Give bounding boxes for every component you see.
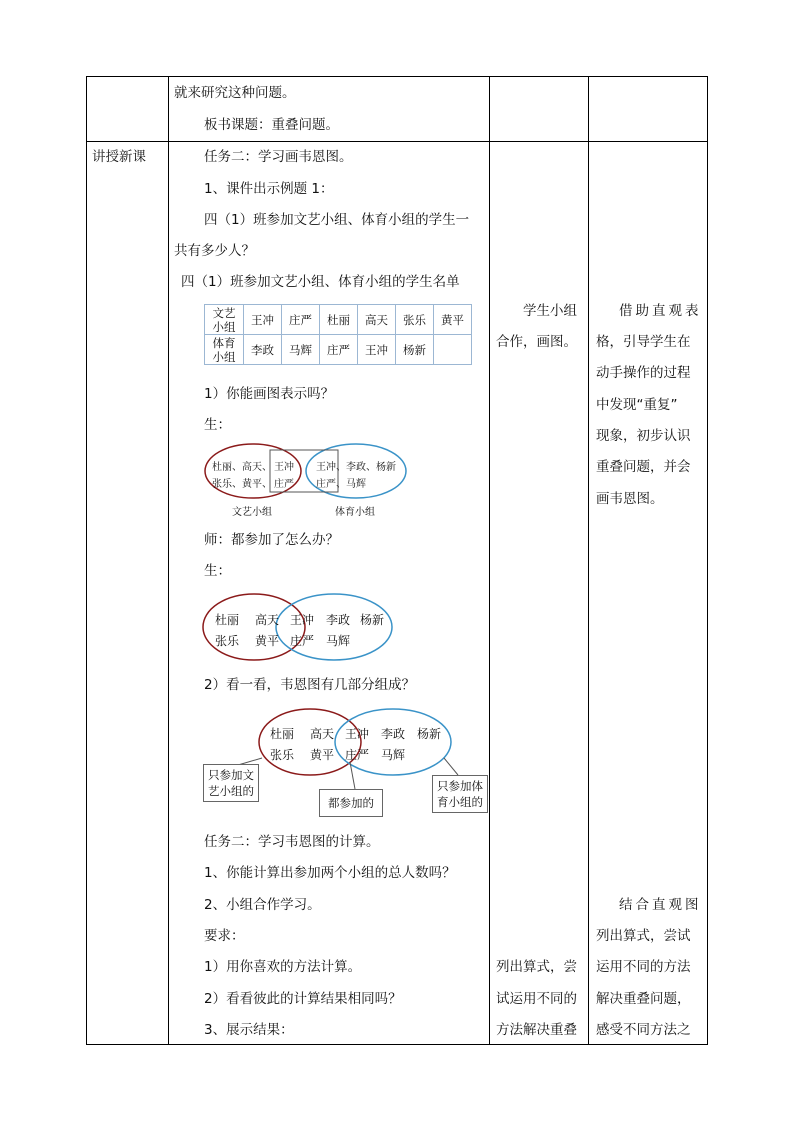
d3-m2: 庄严 [345, 748, 370, 762]
d3-l1: 杜丽 [270, 727, 295, 741]
teacher-question: 师：都参加了怎么办？ [204, 532, 339, 548]
d3-r2: 杨新 [417, 727, 442, 741]
problem-text-b: 共有多少人？ [174, 243, 255, 259]
d3-r1: 李政 [381, 727, 406, 741]
table-cell: 杜丽 [320, 305, 358, 335]
intent-a5: 现象，初步认识 [596, 428, 691, 444]
requirement-1: 1）用你喜欢的方法计算。 [204, 959, 362, 975]
intro-text: 就来研究这种问题。 [174, 85, 296, 101]
d2-l1: 杜丽 [215, 613, 240, 627]
table-cell: 文艺 小组 [205, 305, 244, 335]
stage-label: 讲授新课 [92, 149, 146, 165]
table-cell: 王冲 [244, 305, 282, 335]
table-cell: 王冲 [358, 335, 396, 365]
requirement-2: 2）看看彼此的计算结果相同吗？ [204, 991, 402, 1007]
requirement-label: 要求： [204, 928, 245, 944]
student-activity-a2: 合作，画图。 [496, 334, 577, 350]
d2-l3: 张乐 [215, 634, 240, 648]
d2-m2: 庄严 [290, 634, 315, 648]
table-cell: 黄平 [434, 305, 472, 335]
table-caption: 四（1）班参加文艺小组、体育小组的学生名单 [181, 274, 460, 290]
student-label-1: 生： [204, 417, 231, 433]
problem-text-a: 四（1）班参加文艺小组、体育小组的学生一 [204, 212, 470, 228]
callout-left-line-b: 艺小组的 [208, 784, 254, 798]
d1-left-a: 杜丽、高天、 [212, 462, 272, 473]
intent-b5: 感受不同方法之 [596, 1022, 691, 1038]
intent-b2: 列出算式，尝试 [596, 928, 691, 944]
calc-step-1: 1、你能计算出参加两个小组的总人数吗？ [204, 865, 456, 881]
d1-right-a: 李政、杨新 [346, 462, 396, 473]
student-activity-b1: 列出算式，尝 [496, 959, 577, 975]
d2-r2: 杨新 [360, 613, 385, 627]
table-cell: 杨新 [396, 335, 434, 365]
callout-left [203, 764, 259, 802]
d3-l3: 张乐 [270, 748, 295, 762]
callout-middle-text: 都参加的 [328, 796, 374, 810]
d1-mid2-a: 王冲、 [316, 462, 346, 473]
table-cell: 李政 [244, 335, 282, 365]
intent-a6: 重叠问题，并会 [596, 459, 691, 475]
d1-label-left: 文艺小组 [232, 507, 272, 518]
d1-right-b: 马辉 [346, 479, 366, 490]
table-cell: 体育 小组 [205, 335, 244, 365]
d2-r3: 马辉 [326, 634, 351, 648]
d1-mid2-b: 庄严、 [316, 479, 346, 490]
d1-label-right: 体育小组 [335, 507, 375, 518]
callout-left-line-a: 只参加文 [208, 768, 254, 782]
student-label-2: 生： [204, 563, 231, 579]
student-activity-a1: 学生小组 [523, 303, 577, 319]
intent-b4: 解决重叠问题， [596, 991, 691, 1007]
task1-title: 任务二：学习画韦恩图。 [204, 149, 353, 165]
d2-r1: 李政 [326, 613, 351, 627]
board-title-text: 板书课题：重叠问题。 [204, 117, 339, 133]
d3-m1: 王冲 [345, 727, 370, 741]
callout-right [432, 775, 488, 813]
intent-b1: 结合直观图 [619, 897, 702, 913]
d1-mid-a: 王冲 [274, 462, 294, 473]
intent-b3: 运用不同的方法 [596, 959, 691, 975]
callout-right-line-a: 只参加体 [437, 779, 483, 793]
d2-m1: 王冲 [290, 613, 315, 627]
student-activity-b3: 方法解决重叠 [496, 1022, 577, 1038]
step1-text: 1、课件出示例题 1： [204, 181, 334, 197]
d2-l4: 黄平 [255, 634, 280, 648]
question-1: 1）你能画图表示吗？ [204, 386, 335, 402]
d3-l2: 高天 [310, 727, 335, 741]
d1-mid-b: 庄严 [274, 479, 294, 490]
intent-a7: 画韦恩图。 [596, 491, 664, 507]
intent-a1: 借助直观表 [619, 303, 702, 319]
calc-step-3: 3、展示结果： [204, 1022, 294, 1038]
table-cell: 张乐 [396, 305, 434, 335]
callout-middle [319, 789, 383, 817]
table-cell: 庄严 [320, 335, 358, 365]
table-cell: 高天 [358, 305, 396, 335]
calc-step-2: 2、小组合作学习。 [204, 897, 321, 913]
d1-left-b: 张乐、黄平、 [212, 479, 272, 490]
d3-r3: 马辉 [381, 748, 406, 762]
table-cell: 庄严 [282, 305, 320, 335]
d2-l2: 高天 [255, 613, 280, 627]
intent-a2: 格，引导学生在 [596, 334, 691, 350]
table-cell: 马辉 [282, 335, 320, 365]
callout-right-line-b: 育小组的 [437, 795, 483, 809]
question-2: 2）看一看，韦恩图有几部分组成？ [204, 677, 416, 693]
task2-title: 任务二：学习韦恩图的计算。 [204, 834, 380, 850]
d3-l4: 黄平 [310, 748, 335, 762]
intent-a4: 中发现“重复” [596, 397, 678, 413]
student-activity-b2: 试运用不同的 [496, 991, 577, 1007]
intent-a3: 动手操作的过程 [596, 365, 691, 381]
